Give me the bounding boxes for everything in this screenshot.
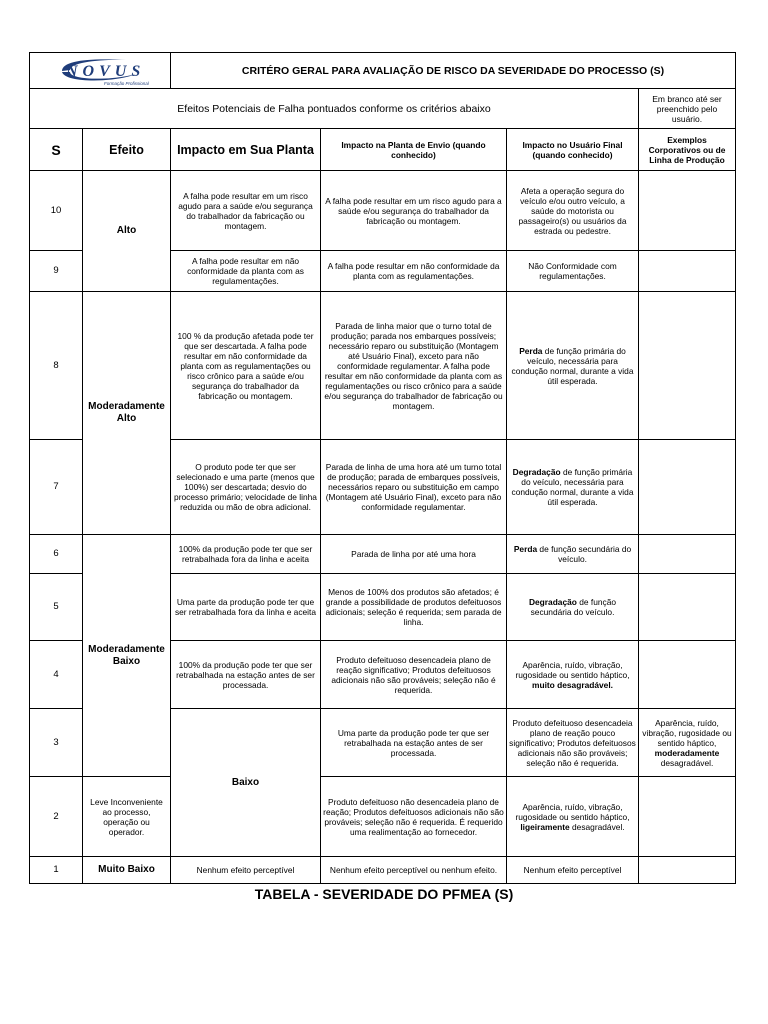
examples-cell[interactable] [639, 777, 736, 857]
table-row [30, 535, 736, 574]
table-row [30, 171, 736, 251]
impact-plant-cell: 100% da produção pode ter que ser retrabalhada fora da linha e aceita [171, 535, 321, 574]
impact-user-cell: Afeta a operação segura do veículo e/ou outro veículo, a saúde do motorista ou passageiro(s) ou usuários da estrada ou pedestre. [507, 171, 639, 251]
novus-logo [40, 54, 160, 88]
logo-cell [30, 53, 171, 89]
examples-cell[interactable] [639, 440, 736, 535]
severity-value: 6 [30, 535, 83, 574]
table-subtitle: Efeitos Potenciais de Falha pontuados conforme os critérios abaixo [30, 89, 639, 129]
severity-value: 1 [30, 857, 83, 884]
logo-brand-text: NOVUS [66, 62, 146, 80]
impact-user-cell: Perda de função primária do veículo, necessária para condução normal, durante a vida útil esperada. [507, 292, 639, 440]
table-caption: TABELA - SEVERIDADE DO PFMEA (S) [254, 886, 514, 902]
header-efeito: Efeito [83, 129, 171, 171]
impact-shipping-cell: Nenhum efeito perceptível ou nenhum efeito. [321, 857, 507, 884]
impact-shipping-cell: Parada de linha maior que o turno total de produção; parada nos embarques possíveis; necessário reparo ou substituição (Montagem até Usuário Final), exceto para não conformidade regulamentar. A falha pode resultar em não conformidade da planta com as regulamentações ou risco crônico para a saúde e/ou segurança do trabalhador de fabricação ou montagem. [321, 292, 507, 440]
impact-shipping-cell: Parada de linha por até uma hora [321, 535, 507, 574]
examples-cell[interactable] [639, 641, 736, 709]
severity-value: 10 [30, 171, 83, 251]
impact-plant-cell: Leve Inconveniente ao processo, operação ou operador. [83, 777, 171, 857]
severity-value: 7 [30, 440, 83, 535]
examples-cell[interactable] [639, 251, 736, 292]
impact-plant-cell: A falha pode resultar em não conformidade da planta com as regulamentações. [171, 251, 321, 292]
impact-shipping-cell: Produto defeituoso desencadeia plano de reação significativo; Produtos defeituosos adicionais não são prováveis; seleção não é requerida. [321, 641, 507, 709]
examples-cell[interactable] [639, 857, 736, 884]
impact-shipping-cell: Produto defeituoso não desencadeia plano de reação; Produtos defeituosos adicionais não são prováveis; seleção não é requerida. É requerido uma realimentação ao fornecedor. [321, 777, 507, 857]
impact-user-cell: Degradação de função secundária do veículo. [507, 574, 639, 641]
examples-cell[interactable] [639, 171, 736, 251]
severity-table [29, 52, 736, 884]
impact-user-cell: Não Conformidade com regulamentações. [507, 251, 639, 292]
impact-plant-cell: Uma parte da produção pode ter que ser retrabalhada na estação antes de ser processada. [321, 709, 507, 777]
impact-shipping-cell: Menos de 100% dos produtos são afetados; é grande a possibilidade de produtos defeituosos adicionais; seleção é requerida; sem parada de linha. [321, 574, 507, 641]
impact-shipping-cell: Parada de linha de uma hora até um turno total de produção; parada de embarques possíveis, necessários reparo ou substituição em campo (Montagem até Usuário Final), exceto para não conformidade regulamentar. [321, 440, 507, 535]
effect-muito-baixo: Muito Baixo [83, 857, 171, 884]
table-row [30, 292, 736, 440]
impact-plant-cell: A falha pode resultar em um risco agudo para a saúde e/ou segurança do trabalhador da fabricação ou montagem. [171, 171, 321, 251]
impact-shipping-cell: A falha pode resultar em um risco agudo para a saúde e/ou segurança do trabalhador da fabricação ou montagem. [321, 171, 507, 251]
impact-user-cell: Nenhum efeito perceptível [507, 857, 639, 884]
examples-cell[interactable] [639, 574, 736, 641]
severity-table-sheet [29, 52, 735, 884]
examples-cell[interactable] [639, 535, 736, 574]
severity-value: 5 [30, 574, 83, 641]
severity-value: 4 [30, 641, 83, 709]
impact-user-cell: Degradação de função primária do veículo, necessária para condução normal, durante a vida útil esperada. [507, 440, 639, 535]
header-exemplos: Exemplos Corporativos ou de Linha de Produção [639, 129, 736, 171]
header-impacto-usuario: Impacto no Usuário Final (quando conhecido) [507, 129, 639, 171]
effect-moderadamente-baixo: Moderadamente Baixo [83, 535, 171, 777]
header-impacto-envio: Impacto na Planta de Envio (quando conhecido) [321, 129, 507, 171]
impact-user-cell: Perda de função secundária do veículo. [507, 535, 639, 574]
effect-baixo: Baixo [171, 709, 321, 857]
table-title: CRITÉRO GERAL PARA AVALIAÇÃO DE RISCO DA SEVERIDADE DO PROCESSO (S) [171, 53, 736, 89]
novus-logo-graphic [40, 54, 160, 88]
header-s: S [30, 129, 83, 171]
impact-shipping-cell: Produto defeituoso desencadeia plano de reação pouco significativo; Produtos defeituosos adicionais não são prováveis; seleção não é requerida. [507, 709, 639, 777]
logo-tagline-text: Formação Profissional [104, 80, 149, 86]
table-row [30, 777, 736, 857]
impact-shipping-cell: A falha pode resultar em não conformidade da planta com as regulamentações. [321, 251, 507, 292]
impact-user-cell: Aparência, ruído, vibração, rugosidade ou sentido háptico, ligeiramente desagradável. [507, 777, 639, 857]
impact-plant-cell: 100% da produção pode ter que ser retrabalhada na estação antes de ser processada. [171, 641, 321, 709]
blank-note: Em branco até ser preenchido pelo usuário. [639, 89, 736, 129]
severity-value: 2 [30, 777, 83, 857]
effect-alto: Alto [83, 171, 171, 292]
impact-plant-cell: Uma parte da produção pode ter que ser retrabalhada fora da linha e aceita [171, 574, 321, 641]
effect-moderadamente-alto: Moderadamente Alto [83, 292, 171, 535]
severity-value: 3 [30, 709, 83, 777]
impact-plant-cell: 100 % da produção afetada pode ter que ser descartada. A falha pode resultar em não conformidade da planta com as regulamentações ou risco crônico para a saúde e/ou segurança do trabalhador da fabricação ou montagem. [171, 292, 321, 440]
impact-user-cell: Aparência, ruído, vibração, rugosidade ou sentido háptico, moderadamente desagradável. [639, 709, 736, 777]
severity-value: 9 [30, 251, 83, 292]
header-impacto-planta: Impacto em Sua Planta [171, 129, 321, 171]
impact-plant-cell: Nenhum efeito perceptível [171, 857, 321, 884]
impact-user-cell: Aparência, ruído, vibração, rugosidade ou sentido háptico, muito desagradável. [507, 641, 639, 709]
severity-value: 8 [30, 292, 83, 440]
impact-plant-cell: O produto pode ter que ser selecionado e uma parte (menos que 100%) ser descartada; desvio do processo primário; velocidade de linha reduzida ou mão de obra adicional. [171, 440, 321, 535]
examples-cell[interactable] [639, 292, 736, 440]
table-row [30, 857, 736, 884]
